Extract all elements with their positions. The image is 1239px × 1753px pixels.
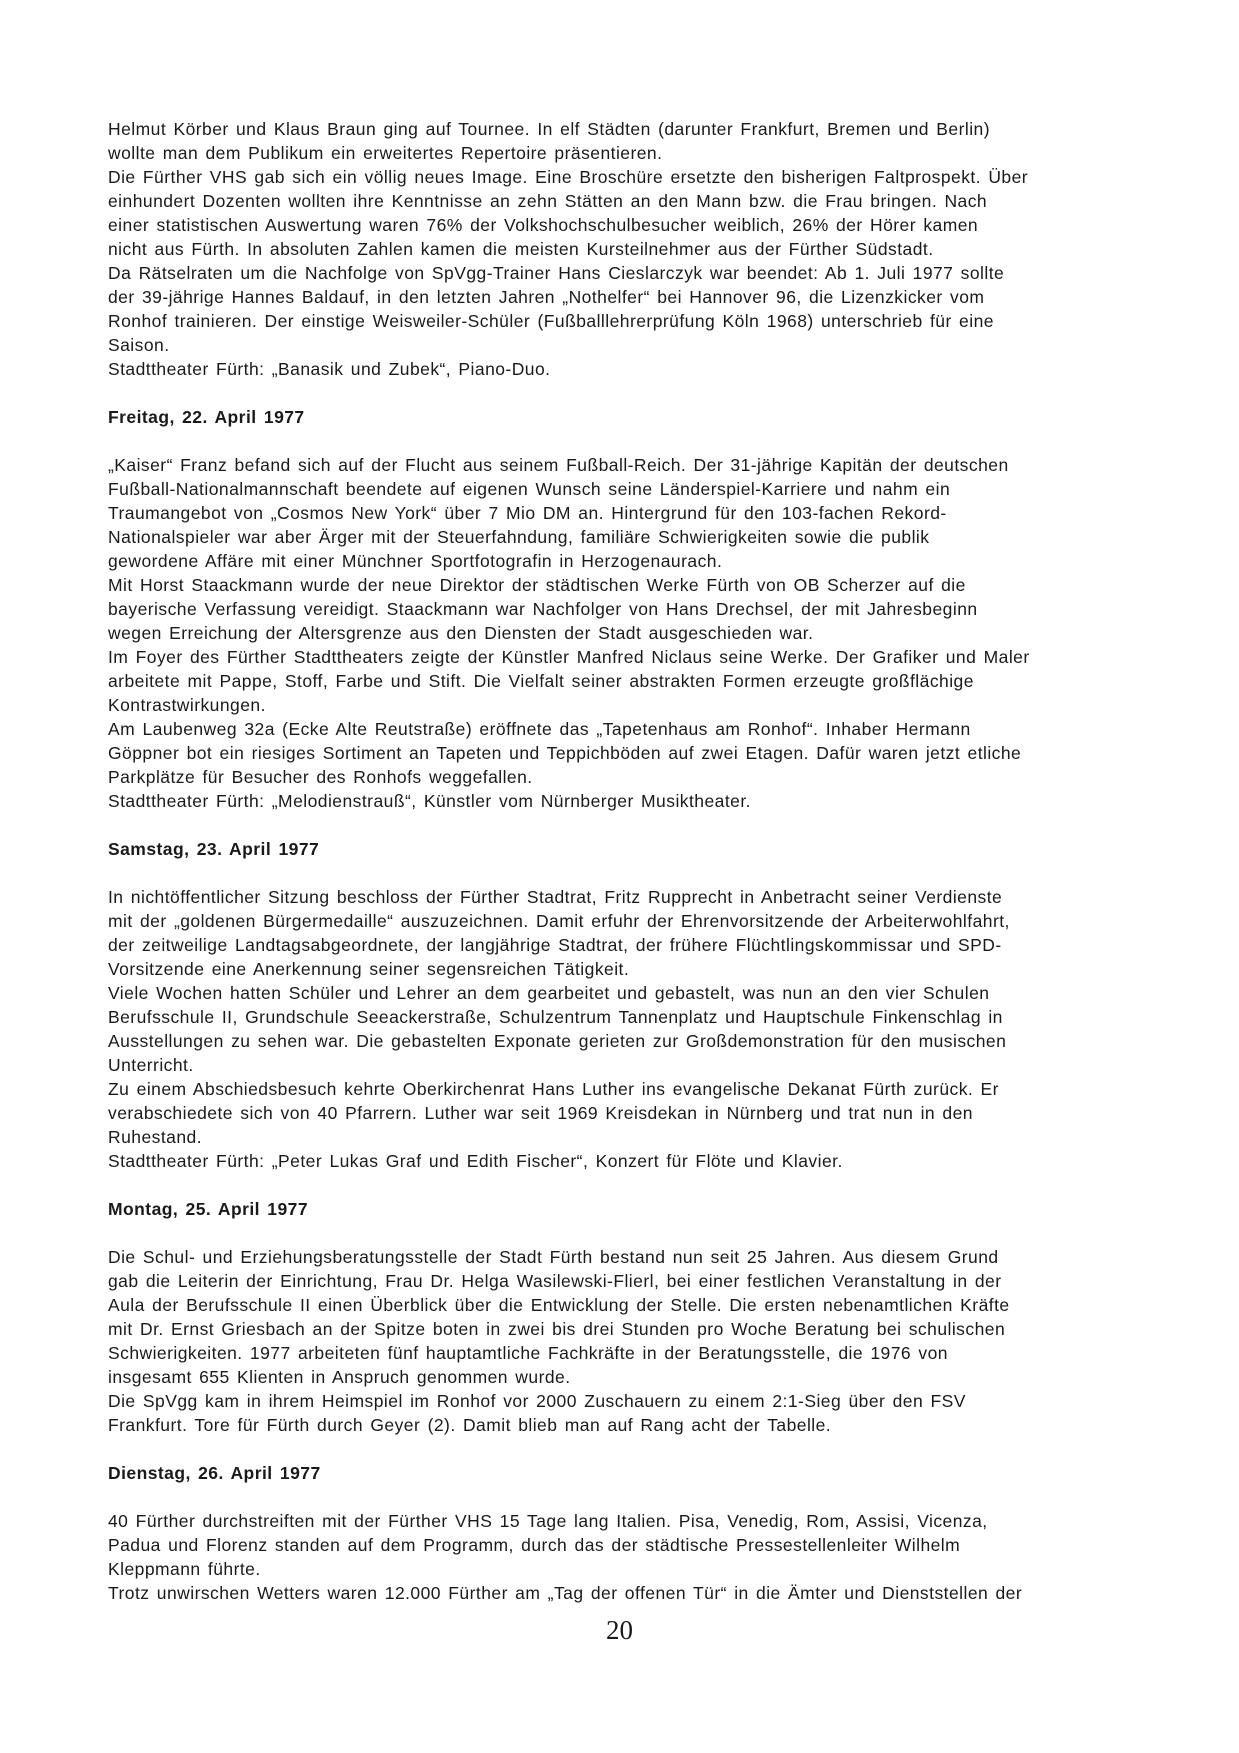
text-line: wegen Erreichung der Altersgrenze aus den Diensten der Stadt ausgeschieden war. — [108, 623, 814, 643]
text-line: gewordene Affäre mit einer Münchner Sportfotografin in Herzogenaurach. — [108, 551, 723, 571]
text-line: Die Schul- und Erziehungsberatungsstelle der Stadt Fürth bestand nun seit 25 Jahren. Aus diesem Grund — [108, 1247, 999, 1267]
text-line: einer statistischen Auswertung waren 76% der Volkshochschulbesucher weiblich, 26% der Hörer kamen — [108, 215, 979, 235]
paragraph — [108, 981, 1168, 1077]
text-line: wollte man dem Publikum ein erweitertes Repertoire präsentieren. — [108, 143, 663, 163]
text-line: Kleppmann führte. — [108, 1559, 261, 1579]
text-line: Da Rätselraten um die Nachfolge von SpVgg-Trainer Hans Cieslarczyk war beendet: Ab 1. Juli 1977 sollte — [108, 263, 1005, 283]
text-line: Die Fürther VHS gab sich ein völlig neues Image. Eine Broschüre ersetzte den bisherigen Faltprospekt. Über — [108, 167, 1029, 187]
date-heading: Dienstag, 26. April 1977 — [108, 1463, 321, 1483]
page-number: 20 — [606, 1615, 633, 1645]
text-line: Traumangebot von „Cosmos New York“ über 7 Mio DM an. Hintergrund für den 103-fachen Rekord- — [108, 503, 947, 523]
text-line: Frankfurt. Tore für Fürth durch Geyer (2). Damit blieb man auf Rang acht der Tabelle. — [108, 1415, 832, 1435]
text-line: Göppner bot ein riesiges Sortiment an Tapeten und Teppichböden auf zwei Etagen. Dafür waren jetzt etliche — [108, 743, 1022, 763]
date-heading: Montag, 25. April 1977 — [108, 1199, 309, 1219]
paragraph — [108, 645, 1168, 717]
paragraph — [108, 1509, 1168, 1581]
paragraph — [108, 261, 1168, 357]
paragraph — [108, 789, 1168, 813]
text-line: bayerische Verfassung vereidigt. Staackmann war Nachfolger von Hans Drechsel, der mit Jahresbeginn — [108, 599, 978, 619]
document-body — [108, 117, 1168, 1605]
paragraph — [108, 573, 1168, 645]
paragraph — [108, 717, 1168, 789]
text-line: Saison. — [108, 335, 170, 355]
paragraph — [108, 1077, 1168, 1149]
text-line: Aula der Berufsschule II einen Überblick über die Entwicklung der Stelle. Die ersten nebenamtlichen Kräfte — [108, 1295, 1010, 1315]
text-line: mit Dr. Ernst Griesbach an der Spitze boten in zwei bis drei Stunden pro Woche Beratung bei schulischen — [108, 1319, 1006, 1339]
text-line: Nationalspieler war aber Ärger mit der Steuerfahndung, familiäre Schwierigkeiten sowie die publik — [108, 527, 930, 547]
paragraph — [108, 1581, 1168, 1605]
text-line: Parkplätze für Besucher des Ronhofs weggefallen. — [108, 767, 533, 787]
text-line: Stadttheater Fürth: „Melodienstrauß“, Künstler vom Nürnberger Musiktheater. — [108, 791, 751, 811]
text-line: verabschiedete sich von 40 Pfarrern. Luther war seit 1969 Kreisdekan in Nürnberg und trat nun in den — [108, 1103, 973, 1123]
text-line: Vorsitzende eine Anerkennung seiner segensreichen Tätigkeit. — [108, 959, 630, 979]
paragraph — [108, 117, 1168, 165]
text-line: Viele Wochen hatten Schüler und Lehrer an dem gearbeitet und gebastelt, was nun an den vier Schulen — [108, 983, 990, 1003]
text-line: Stadttheater Fürth: „Peter Lukas Graf und Edith Fischer“, Konzert für Flöte und Klavier. — [108, 1151, 843, 1171]
text-line: mit der „goldenen Bürgermedaille“ auszuzeichnen. Damit erfuhr der Ehrenvorsitzende der Arbeiterwohlfahrt, — [108, 911, 1010, 931]
text-line: insgesamt 655 Klienten in Anspruch genommen wurde. — [108, 1367, 571, 1387]
text-line: gab die Leiterin der Einrichtung, Frau Dr. Helga Wasilewski-Flierl, bei einer festlichen Veranstaltung in der — [108, 1271, 1002, 1291]
text-line: Ronhof trainieren. Der einstige Weisweiler-Schüler (Fußballlehrerprüfung Köln 1968) unterschrieb für eine — [108, 311, 994, 331]
text-line: Die SpVgg kam in ihrem Heimspiel im Ronhof vor 2000 Zuschauern zu einem 2:1-Sieg über den FSV — [108, 1391, 966, 1411]
paragraph — [108, 885, 1168, 981]
paragraph — [108, 1149, 1168, 1173]
text-line: Schwierigkeiten. 1977 arbeiteten fünf hauptamtliche Fachkräfte in der Beratungsstelle, die 1976 von — [108, 1343, 948, 1363]
date-heading: Samstag, 23. April 1977 — [108, 839, 320, 859]
text-line: 40 Fürther durchstreiften mit der Fürther VHS 15 Tage lang Italien. Pisa, Venedig, Rom, Assisi, Vicenza, — [108, 1511, 988, 1531]
text-line: Im Foyer des Fürther Stadttheaters zeigte der Künstler Manfred Niclaus seine Werke. Der Grafiker und Maler — [108, 647, 1030, 667]
text-line: Ruhestand. — [108, 1127, 203, 1147]
paragraph — [108, 357, 1168, 381]
text-line: Fußball-Nationalmannschaft beendete auf eigenen Wunsch seine Länderspiel-Karriere und nahm ein — [108, 479, 951, 499]
text-line: der zeitweilige Landtagsabgeordnete, der langjährige Stadtrat, der frühere Flüchtlingskommissar und SPD- — [108, 935, 1002, 955]
text-line: arbeitete mit Pappe, Stoff, Farbe und Stift. Die Vielfalt seiner abstrakten Formen erzeugte großflächige — [108, 671, 974, 691]
text-line: Berufsschule II, Grundschule Seeackerstraße, Schulzentrum Tannenplatz und Hauptschule Finkenschlag in — [108, 1007, 1003, 1027]
text-line: der 39-jährige Hannes Baldauf, in den letzten Jahren „Nothelfer“ bei Hannover 96, die Lizenzkicker vom — [108, 287, 985, 307]
paragraph — [108, 1389, 1168, 1437]
text-line: Mit Horst Staackmann wurde der neue Direktor der städtischen Werke Fürth von OB Scherzer auf die — [108, 575, 966, 595]
paragraph — [108, 453, 1168, 573]
paragraph — [108, 1245, 1168, 1389]
text-line: einhundert Dozenten wollten ihre Kenntnisse an zehn Stätten an den Mann bzw. die Frau bringen. Nach — [108, 191, 988, 211]
text-line: Unterricht. — [108, 1055, 194, 1075]
text-line: „Kaiser“ Franz befand sich auf der Flucht aus seinem Fußball-Reich. Der 31-jährige Kapitän der deutschen — [108, 455, 1009, 475]
text-line: nicht aus Fürth. In absoluten Zahlen kamen die meisten Kursteilnehmer aus der Fürther Südstadt. — [108, 239, 934, 259]
date-heading: Freitag, 22. April 1977 — [108, 407, 305, 427]
text-line: Helmut Körber und Klaus Braun ging auf Tournee. In elf Städten (darunter Frankfurt, Bremen und Berlin) — [108, 119, 990, 139]
text-line: Padua und Florenz standen auf dem Programm, durch das der städtische Pressestellenleiter Wilhelm — [108, 1535, 961, 1555]
text-line: Stadttheater Fürth: „Banasik und Zubek“, Piano-Duo. — [108, 359, 551, 379]
text-line: Ausstellungen zu sehen war. Die gebastelten Exponate gerieten zur Großdemonstration für den musischen — [108, 1031, 1007, 1051]
text-line: Kontrastwirkungen. — [108, 695, 266, 715]
text-line: Am Laubenweg 32a (Ecke Alte Reutstraße) eröffnete das „Tapetenhaus am Ronhof“. Inhaber Hermann — [108, 719, 971, 739]
paragraph — [108, 165, 1168, 261]
text-line: In nichtöffentlicher Sitzung beschloss der Fürther Stadtrat, Fritz Rupprecht in Anbetracht seiner Verdienste — [108, 887, 1003, 907]
text-line: Trotz unwirschen Wetters waren 12.000 Fürther am „Tag der offenen Tür“ in die Ämter und Dienststellen der — [108, 1583, 1023, 1603]
text-line: Zu einem Abschiedsbesuch kehrte Oberkirchenrat Hans Luther ins evangelische Dekanat Fürth zurück. Er — [108, 1079, 999, 1099]
